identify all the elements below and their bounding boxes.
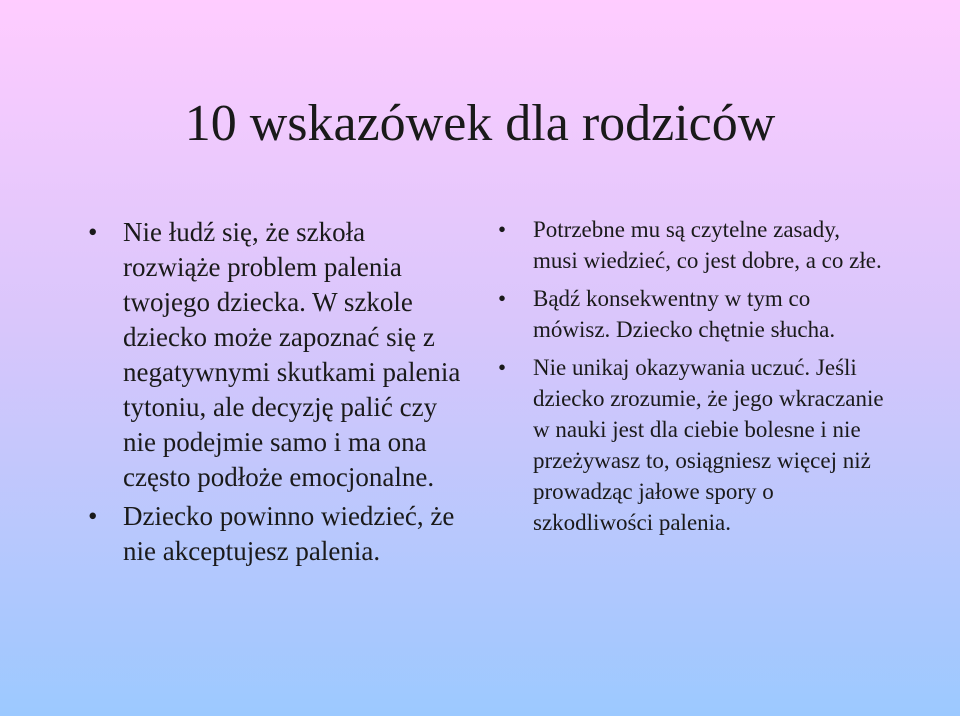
- bullet-icon: •: [498, 217, 507, 242]
- slide-title: 10 wskazówek dla rodziców: [184, 95, 776, 152]
- list-item: [498, 283, 888, 345]
- right-bullet-list: [498, 214, 888, 538]
- bullet-icon: •: [88, 217, 98, 247]
- list-item-text: Nie unikaj okazywania uczuć. Jeśli dziecko zrozumie, że jego wkraczanie w nauki jest dla ciebie bolesne i nie przeżywasz to, osiągniesz więcej niż prowadząc jałowe spory o szkodliwości palenia.: [533, 355, 884, 535]
- list-item: [88, 499, 468, 569]
- list-item: [88, 215, 468, 495]
- left-bullet-list: [88, 215, 468, 569]
- list-item-text: Dziecko powinno wiedzieć, że nie akceptujesz palenia.: [123, 501, 455, 566]
- list-item-text: Bądź konsekwentny w tym co mówisz. Dziecko chętnie słucha.: [533, 286, 836, 342]
- list-item: [498, 352, 888, 538]
- bullet-icon: •: [498, 355, 507, 380]
- bullet-icon: •: [88, 501, 98, 531]
- list-item-text: Nie łudź się, że szkoła rozwiąże problem palenia twojego dziecka. W szkole dziecko może zapoznać się z negatywnymi skutkami palenia tytoniu, ale decyzję palić czy nie podejmie samo i ma ona często podłoże emocjonalne.: [123, 217, 461, 492]
- list-item: [498, 214, 888, 276]
- bullet-icon: •: [498, 286, 507, 311]
- list-item-text: Potrzebne mu są czytelne zasady, musi wiedzieć, co jest dobre, a co złe.: [533, 217, 882, 273]
